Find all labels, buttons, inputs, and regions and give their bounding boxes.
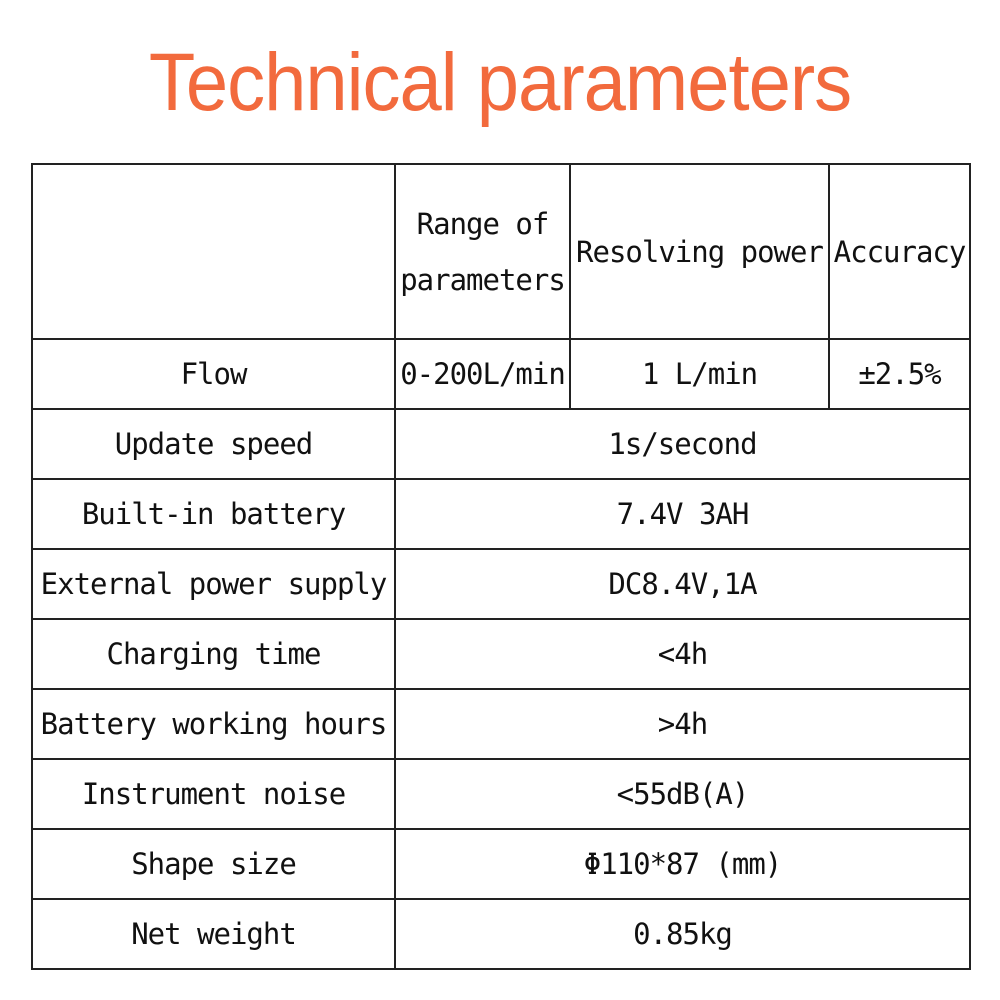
row-label: Instrument noise bbox=[32, 759, 395, 829]
row-value: Φ110*87 (mm) bbox=[395, 829, 970, 899]
row-value: <4h bbox=[395, 619, 970, 689]
row-value: <55dB(A) bbox=[395, 759, 970, 829]
row-label: Battery working hours bbox=[32, 689, 395, 759]
table-row bbox=[32, 409, 970, 479]
table-row bbox=[32, 759, 970, 829]
flow-resolving: 1 L/min bbox=[570, 339, 829, 409]
table-row bbox=[32, 619, 970, 689]
table-row bbox=[32, 899, 970, 969]
header-row bbox=[32, 164, 970, 339]
flow-range: 0-200L/min bbox=[395, 339, 570, 409]
parameters-table bbox=[31, 163, 971, 970]
row-value: 1s/second bbox=[395, 409, 970, 479]
row-label: Shape size bbox=[32, 829, 395, 899]
row-value: DC8.4V,1A bbox=[395, 549, 970, 619]
header-accuracy: Accuracy bbox=[829, 164, 970, 339]
page-title: Technical parameters bbox=[148, 36, 852, 129]
table-row bbox=[32, 549, 970, 619]
table-row bbox=[32, 689, 970, 759]
row-value: 0.85kg bbox=[395, 899, 970, 969]
header-range: Range of parameters bbox=[395, 164, 570, 339]
row-label: Update speed bbox=[32, 409, 395, 479]
table-row bbox=[32, 829, 970, 899]
header-resolving: Resolving power bbox=[570, 164, 829, 339]
row-label: Charging time bbox=[32, 619, 395, 689]
table-row bbox=[32, 479, 970, 549]
row-label: External power supply bbox=[32, 549, 395, 619]
table-row-flow bbox=[32, 339, 970, 409]
row-value: >4h bbox=[395, 689, 970, 759]
flow-accuracy: ±2.5% bbox=[829, 339, 970, 409]
row-label: Built-in battery bbox=[32, 479, 395, 549]
row-label: Flow bbox=[32, 339, 395, 409]
header-empty bbox=[32, 164, 395, 339]
row-label: Net weight bbox=[32, 899, 395, 969]
row-value: 7.4V 3AH bbox=[395, 479, 970, 549]
